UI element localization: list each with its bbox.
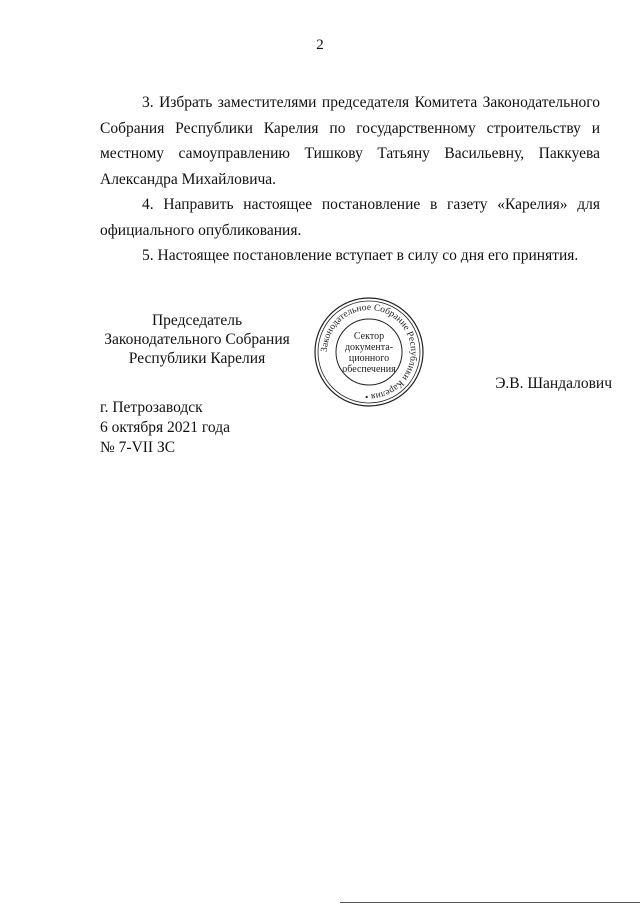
signatory-title-line2: Законодательного Собрания <box>104 331 290 348</box>
seal-line4: обеспечения <box>342 364 396 375</box>
place-date-number <box>100 398 230 458</box>
signatory-title-line1: Председатель <box>151 312 243 329</box>
paragraph-5: 5. Настоящее постановление вступает в силу со дня его принятия. <box>142 247 579 264</box>
page-number: 2 <box>316 37 324 53</box>
signatory-title-line3: Республики Карелия <box>128 350 266 367</box>
seal-line3: ционного <box>348 353 390 364</box>
adoption-date: 6 октября 2021 года <box>100 419 230 436</box>
signatory-title <box>92 311 302 368</box>
bottom-divider <box>340 902 640 903</box>
resolution-number: № 7-VII ЗС <box>100 439 176 456</box>
paragraph-4: 4. Направить настоящее постановление в газету «Карелия» для официального опубликования. <box>100 196 600 239</box>
seal-ring-text: Законодательное Собрание Республики Карелия • <box>319 302 419 402</box>
paragraph-3: 3. Избрать заместителями председателя Комитета Законодательного Собрания Республики Карелия по государственному строительству и местному самоуправлению Тишкову Татьяну Васильевну, Паккуева Александра Михайловича. <box>100 94 600 188</box>
resolution-body <box>100 90 600 269</box>
city: г. Петрозаводск <box>100 399 203 416</box>
signatory-name: Э.В. Шандалович <box>495 375 612 392</box>
seal-line1: Сектор <box>353 331 385 342</box>
seal-line2: документа- <box>344 342 394 353</box>
official-seal-stamp <box>313 296 425 408</box>
